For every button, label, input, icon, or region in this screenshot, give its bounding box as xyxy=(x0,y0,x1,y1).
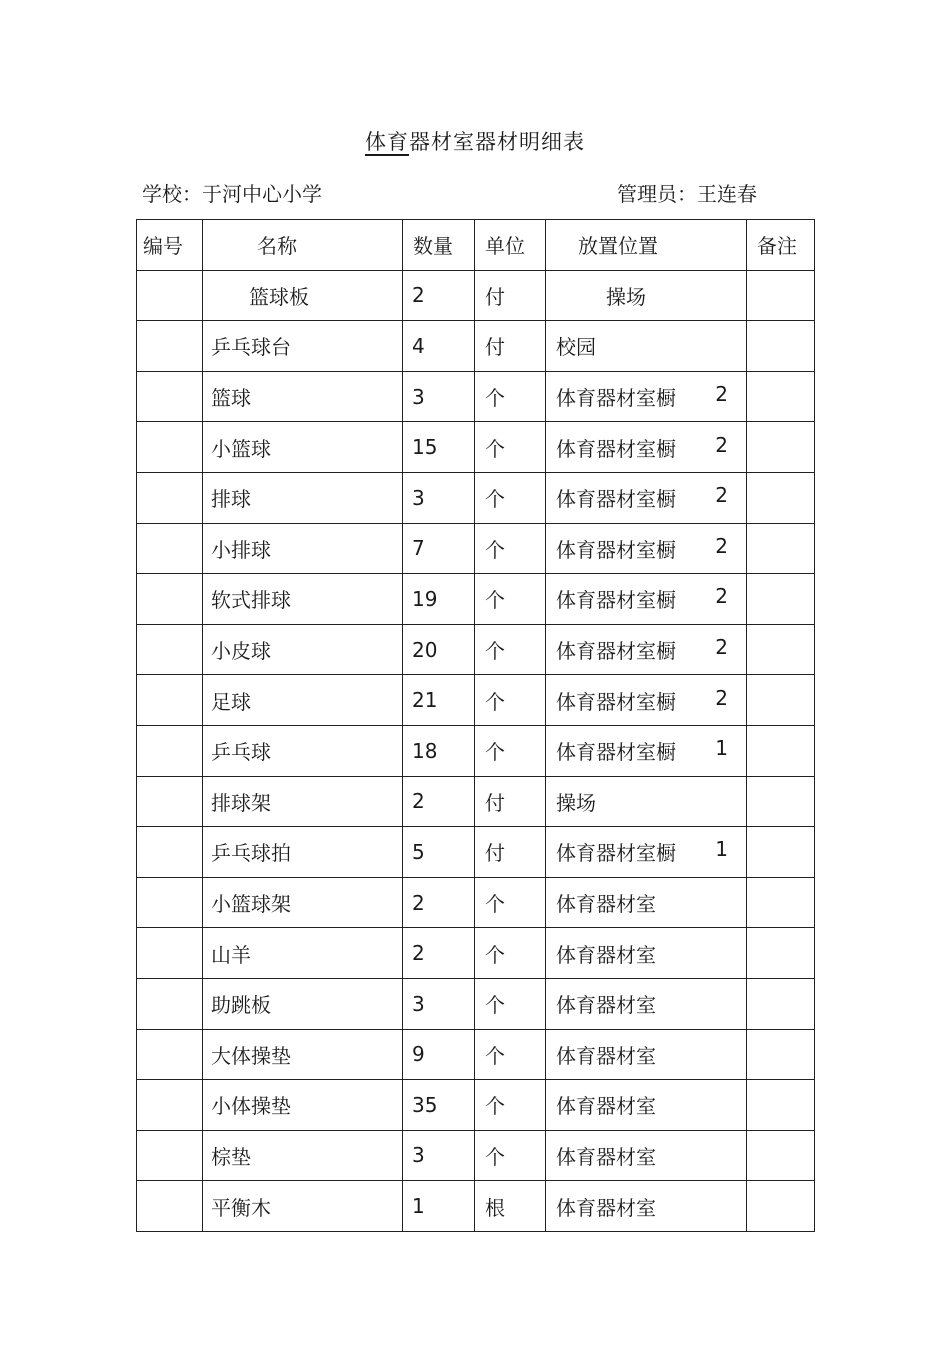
location-cabinet-number: 1 xyxy=(715,837,728,862)
location-wrap xyxy=(556,534,746,563)
cell-note xyxy=(747,422,815,473)
cell-no xyxy=(137,523,203,574)
cell-no xyxy=(137,776,203,827)
title-underlined-part: 体育 xyxy=(365,130,409,154)
cell-location xyxy=(546,776,747,827)
table-row xyxy=(137,574,815,625)
cell-location xyxy=(546,472,747,523)
cell-qty: 3 xyxy=(403,1130,475,1181)
table-row xyxy=(137,1080,815,1131)
location-text: 体育器材室 xyxy=(556,1043,656,1068)
cell-no xyxy=(137,1130,203,1181)
cell-name: 平衡木 xyxy=(203,1181,403,1232)
table-row xyxy=(137,1181,815,1232)
cell-qty: 9 xyxy=(403,1029,475,1080)
location-wrap xyxy=(556,382,746,411)
location-text: 体育器材室橱 xyxy=(556,537,676,562)
location-cabinet-number: 2 xyxy=(715,483,728,508)
header-name: 名称 xyxy=(203,220,403,271)
location-wrap xyxy=(556,989,746,1018)
cell-no xyxy=(137,624,203,675)
cell-unit: 付 xyxy=(475,321,546,372)
cell-no xyxy=(137,371,203,422)
location-text: 体育器材室橱 xyxy=(556,740,676,765)
cell-qty: 21 xyxy=(403,675,475,726)
cell-name: 小篮球架 xyxy=(203,877,403,928)
cell-location xyxy=(546,725,747,776)
cell-name: 乒乓球 xyxy=(203,725,403,776)
cell-location xyxy=(546,675,747,726)
cell-no xyxy=(137,1080,203,1131)
cell-unit: 根 xyxy=(475,1181,546,1232)
cell-name: 乒乓球台 xyxy=(203,321,403,372)
title-rest: 器材室器材明细表 xyxy=(409,130,585,154)
cell-qty: 2 xyxy=(403,270,475,321)
table-row xyxy=(137,928,815,979)
cell-no xyxy=(137,472,203,523)
cell-qty: 2 xyxy=(403,928,475,979)
table-row xyxy=(137,321,815,372)
cell-no xyxy=(137,675,203,726)
location-text: 体育器材室 xyxy=(556,1144,656,1169)
location-text: 操场 xyxy=(606,284,646,309)
table-row xyxy=(137,675,815,726)
cell-name: 小皮球 xyxy=(203,624,403,675)
cell-location xyxy=(546,422,747,473)
cell-unit: 个 xyxy=(475,675,546,726)
table-row xyxy=(137,371,815,422)
cell-qty: 18 xyxy=(403,725,475,776)
cell-qty: 5 xyxy=(403,827,475,878)
header-qty: 数量 xyxy=(403,220,475,271)
cell-note xyxy=(747,1181,815,1232)
table-row xyxy=(137,725,815,776)
location-text: 体育器材室橱 xyxy=(556,487,676,512)
cell-no xyxy=(137,928,203,979)
cell-no xyxy=(137,1029,203,1080)
cell-location xyxy=(546,1130,747,1181)
table-row xyxy=(137,877,815,928)
cell-qty: 2 xyxy=(403,877,475,928)
location-cabinet-number: 2 xyxy=(715,382,728,407)
table-row xyxy=(137,422,815,473)
location-text: 体育器材室 xyxy=(556,993,656,1018)
cell-no xyxy=(137,725,203,776)
cell-note xyxy=(747,725,815,776)
location-wrap xyxy=(556,1040,746,1069)
cell-unit: 个 xyxy=(475,1130,546,1181)
cell-qty: 3 xyxy=(403,472,475,523)
cell-note xyxy=(747,624,815,675)
cell-name: 山羊 xyxy=(203,928,403,979)
cell-location xyxy=(546,827,747,878)
table-row xyxy=(137,1130,815,1181)
cell-note xyxy=(747,574,815,625)
cell-no xyxy=(137,1181,203,1232)
cell-location xyxy=(546,624,747,675)
cell-qty: 4 xyxy=(403,321,475,372)
cell-unit: 付 xyxy=(475,270,546,321)
location-wrap xyxy=(556,433,746,462)
cell-note xyxy=(747,1080,815,1131)
cell-name: 助跳板 xyxy=(203,978,403,1029)
location-cabinet-number: 2 xyxy=(715,432,728,457)
table-row xyxy=(137,827,815,878)
cell-qty: 20 xyxy=(403,624,475,675)
location-text: 体育器材室 xyxy=(556,1094,656,1119)
cell-no xyxy=(137,827,203,878)
cell-unit: 个 xyxy=(475,624,546,675)
table-header-row xyxy=(137,220,815,271)
cell-no xyxy=(137,574,203,625)
location-wrap xyxy=(556,483,746,512)
cell-unit: 个 xyxy=(475,725,546,776)
cell-location xyxy=(546,574,747,625)
cell-unit: 付 xyxy=(475,827,546,878)
cell-unit: 个 xyxy=(475,978,546,1029)
cell-location xyxy=(546,523,747,574)
cell-no xyxy=(137,270,203,321)
header-location: 放置位置 xyxy=(546,220,747,271)
location-wrap xyxy=(556,1141,746,1170)
cell-qty: 35 xyxy=(403,1080,475,1131)
cell-note xyxy=(747,472,815,523)
location-cabinet-number: 1 xyxy=(715,736,728,761)
location-text: 体育器材室橱 xyxy=(556,689,676,714)
location-wrap xyxy=(556,331,746,360)
cell-qty: 7 xyxy=(403,523,475,574)
cell-qty: 19 xyxy=(403,574,475,625)
location-wrap xyxy=(556,1090,746,1119)
cell-no xyxy=(137,877,203,928)
location-cabinet-number: 2 xyxy=(715,584,728,609)
cell-location xyxy=(546,877,747,928)
cell-unit: 个 xyxy=(475,928,546,979)
location-wrap xyxy=(556,787,746,816)
cell-note xyxy=(747,321,815,372)
cell-name: 乒乓球拍 xyxy=(203,827,403,878)
location-wrap xyxy=(556,584,746,613)
cell-name: 棕垫 xyxy=(203,1130,403,1181)
location-text: 体育器材室橱 xyxy=(556,841,676,866)
cell-location xyxy=(546,1181,747,1232)
table-row xyxy=(137,1029,815,1080)
cell-no xyxy=(137,978,203,1029)
table-row xyxy=(137,523,815,574)
location-cabinet-number: 2 xyxy=(715,685,728,710)
location-wrap xyxy=(556,686,746,715)
cell-note xyxy=(747,1029,815,1080)
location-cabinet-number: 2 xyxy=(715,533,728,558)
cell-name: 软式排球 xyxy=(203,574,403,625)
cell-unit: 付 xyxy=(475,776,546,827)
cell-name: 篮球板 xyxy=(203,270,403,321)
location-cabinet-number: 2 xyxy=(715,635,728,660)
cell-note xyxy=(747,928,815,979)
cell-note xyxy=(747,877,815,928)
cell-name: 小排球 xyxy=(203,523,403,574)
cell-unit: 个 xyxy=(475,1080,546,1131)
cell-no xyxy=(137,321,203,372)
cell-location xyxy=(546,978,747,1029)
school-label: 学校：于河中心小学 xyxy=(142,182,322,206)
location-text: 体育器材室橱 xyxy=(556,588,676,613)
admin-label: 管理员：王连春 xyxy=(617,182,757,206)
cell-name: 排球 xyxy=(203,472,403,523)
cell-unit: 个 xyxy=(475,1029,546,1080)
cell-unit: 个 xyxy=(475,574,546,625)
cell-name: 篮球 xyxy=(203,371,403,422)
cell-name: 大体操垫 xyxy=(203,1029,403,1080)
cell-location xyxy=(546,371,747,422)
table-row xyxy=(137,270,815,321)
location-wrap xyxy=(556,736,746,765)
location-wrap xyxy=(556,888,746,917)
location-wrap xyxy=(606,281,746,310)
cell-qty: 2 xyxy=(403,776,475,827)
location-text: 体育器材室 xyxy=(556,942,656,967)
cell-location xyxy=(546,1029,747,1080)
cell-name: 小体操垫 xyxy=(203,1080,403,1131)
table-row xyxy=(137,472,815,523)
location-text: 体育器材室 xyxy=(556,892,656,917)
cell-name: 足球 xyxy=(203,675,403,726)
page-title xyxy=(0,126,950,156)
cell-unit: 个 xyxy=(475,877,546,928)
location-wrap xyxy=(556,837,746,866)
location-text: 体育器材室橱 xyxy=(556,436,676,461)
location-text: 体育器材室 xyxy=(556,1195,656,1220)
location-wrap xyxy=(556,939,746,968)
location-text: 校园 xyxy=(556,335,596,360)
cell-name: 排球架 xyxy=(203,776,403,827)
cell-unit: 个 xyxy=(475,371,546,422)
table-row xyxy=(137,624,815,675)
cell-location xyxy=(546,321,747,372)
cell-unit: 个 xyxy=(475,523,546,574)
cell-location xyxy=(546,270,747,321)
table-row xyxy=(137,978,815,1029)
header-note: 备注 xyxy=(747,220,815,271)
location-text: 体育器材室橱 xyxy=(556,639,676,664)
cell-note xyxy=(747,978,815,1029)
cell-qty: 15 xyxy=(403,422,475,473)
cell-unit: 个 xyxy=(475,472,546,523)
table-body xyxy=(137,270,815,1231)
cell-note xyxy=(747,1130,815,1181)
cell-note xyxy=(747,523,815,574)
cell-qty: 3 xyxy=(403,978,475,1029)
cell-qty: 3 xyxy=(403,371,475,422)
location-wrap xyxy=(556,635,746,664)
cell-location xyxy=(546,928,747,979)
cell-note xyxy=(747,827,815,878)
cell-note xyxy=(747,371,815,422)
equipment-table xyxy=(136,219,815,1232)
cell-location xyxy=(546,1080,747,1131)
cell-note xyxy=(747,776,815,827)
cell-note xyxy=(747,675,815,726)
header-no: 编号 xyxy=(137,220,203,271)
location-text: 操场 xyxy=(556,790,596,815)
cell-no xyxy=(137,422,203,473)
location-wrap xyxy=(556,1192,746,1221)
table-row xyxy=(137,776,815,827)
location-text: 体育器材室橱 xyxy=(556,386,676,411)
cell-name: 小篮球 xyxy=(203,422,403,473)
cell-unit: 个 xyxy=(475,422,546,473)
cell-qty: 1 xyxy=(403,1181,475,1232)
cell-note xyxy=(747,270,815,321)
header-unit: 单位 xyxy=(475,220,546,271)
